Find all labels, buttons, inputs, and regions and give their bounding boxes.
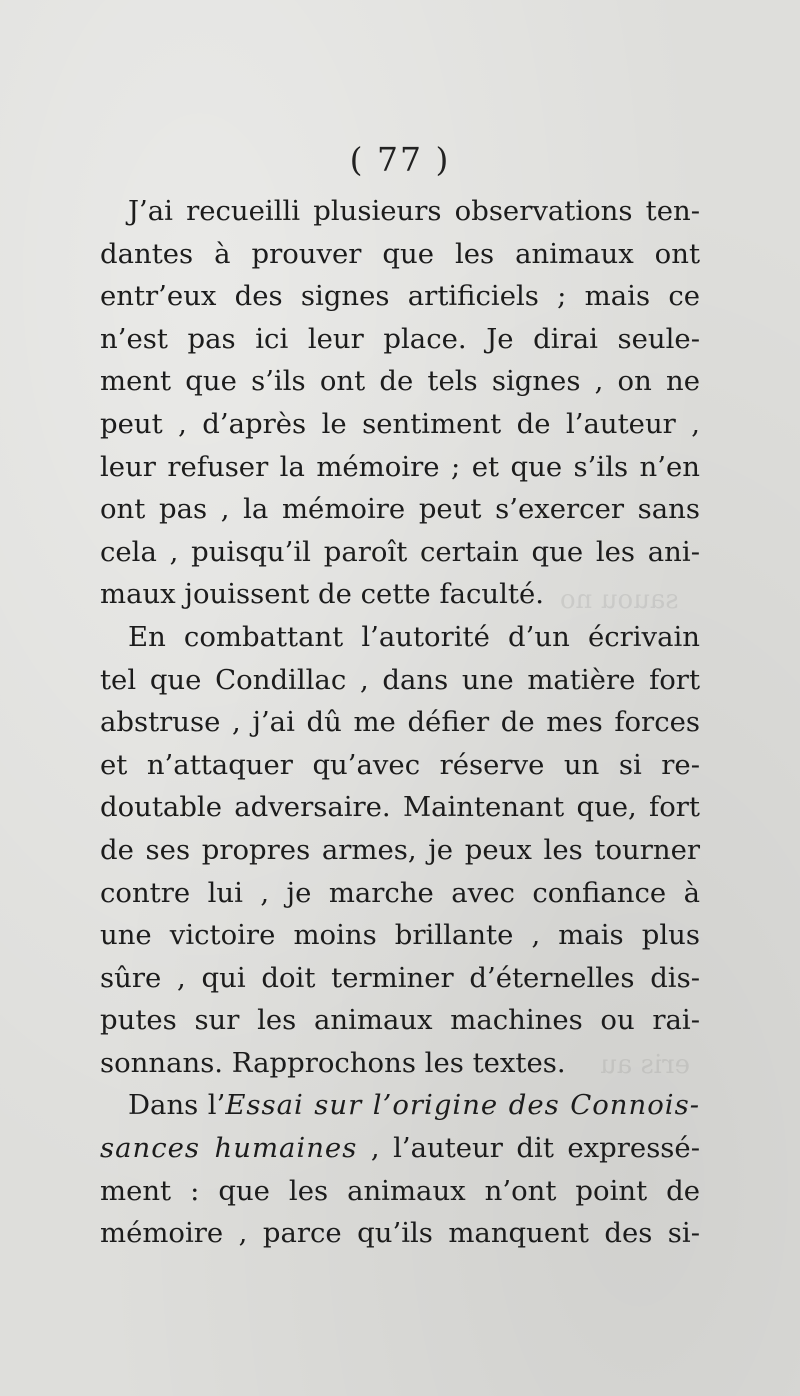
text-run: Dans l’ bbox=[128, 1089, 226, 1122]
text-line: mémoire , parce qu’ils manquent des si- bbox=[100, 1217, 700, 1250]
body-text bbox=[100, 190, 700, 1255]
text-line: abstruse , j’ai dû me défier de mes forces bbox=[100, 706, 700, 739]
book-title-italic: sances humaines bbox=[100, 1132, 358, 1165]
text-line: maux jouissent de cette faculté. bbox=[100, 578, 544, 611]
text-line: de ses propres armes, je peux les tourner bbox=[100, 833, 700, 866]
text-line: entr’eux des signes artificiels ; mais ce bbox=[100, 280, 700, 313]
text-line: sonnans. Rapprochons les textes. bbox=[100, 1046, 566, 1079]
book-title-italic: Essai sur l’origine des Connois- bbox=[225, 1089, 700, 1122]
text-line: une victoire moins brillante , mais plus bbox=[100, 919, 700, 952]
text-line: et n’attaquer qu’avec réserve un si re- bbox=[100, 748, 700, 781]
text-line: n’est pas ici leur place. Je dirai seule- bbox=[100, 322, 700, 355]
text-line: contre lui , je marche avec confiance à bbox=[100, 876, 700, 909]
text-line: leur refuser la mémoire ; et que s’ils n’en bbox=[100, 450, 700, 483]
text-line: ment que s’ils ont de tels signes , on ne bbox=[100, 365, 700, 398]
text-line: J’ai recueilli plusieurs observations ten- bbox=[128, 195, 700, 227]
text-run: , l’auteur dit expressé- bbox=[357, 1132, 700, 1165]
text-line bbox=[100, 1084, 700, 1127]
paragraph-1 bbox=[100, 190, 700, 616]
text-line bbox=[100, 1127, 700, 1170]
text-line: En combattant l’autorité d’un écrivain bbox=[128, 620, 700, 653]
text-line: cela , puisqu’il paroît certain que les ani- bbox=[100, 535, 700, 568]
text-line: ment : que les animaux n’ont point de bbox=[100, 1174, 700, 1207]
paragraph-3 bbox=[100, 1084, 700, 1254]
page-number: ( 77 ) bbox=[349, 140, 451, 179]
paragraph-2 bbox=[100, 616, 700, 1085]
text-line: putes sur les animaux machines ou rai- bbox=[100, 1004, 700, 1037]
show-through-text: eris au bbox=[600, 1050, 690, 1080]
show-through-text: sauou no bbox=[560, 585, 679, 615]
text-line: peut , d’après le sentiment de l’auteur , bbox=[100, 407, 700, 440]
text-line: sûre , qui doit terminer d’éternelles dis- bbox=[100, 961, 700, 994]
text-line: tel que Condillac , dans une matière fort bbox=[100, 663, 700, 696]
text-line: ont pas , la mémoire peut s’exercer sans bbox=[100, 493, 700, 526]
text-line: doutable adversaire. Maintenant que, fort bbox=[100, 791, 700, 824]
text-line: dantes à prouver que les animaux ont bbox=[100, 237, 700, 270]
